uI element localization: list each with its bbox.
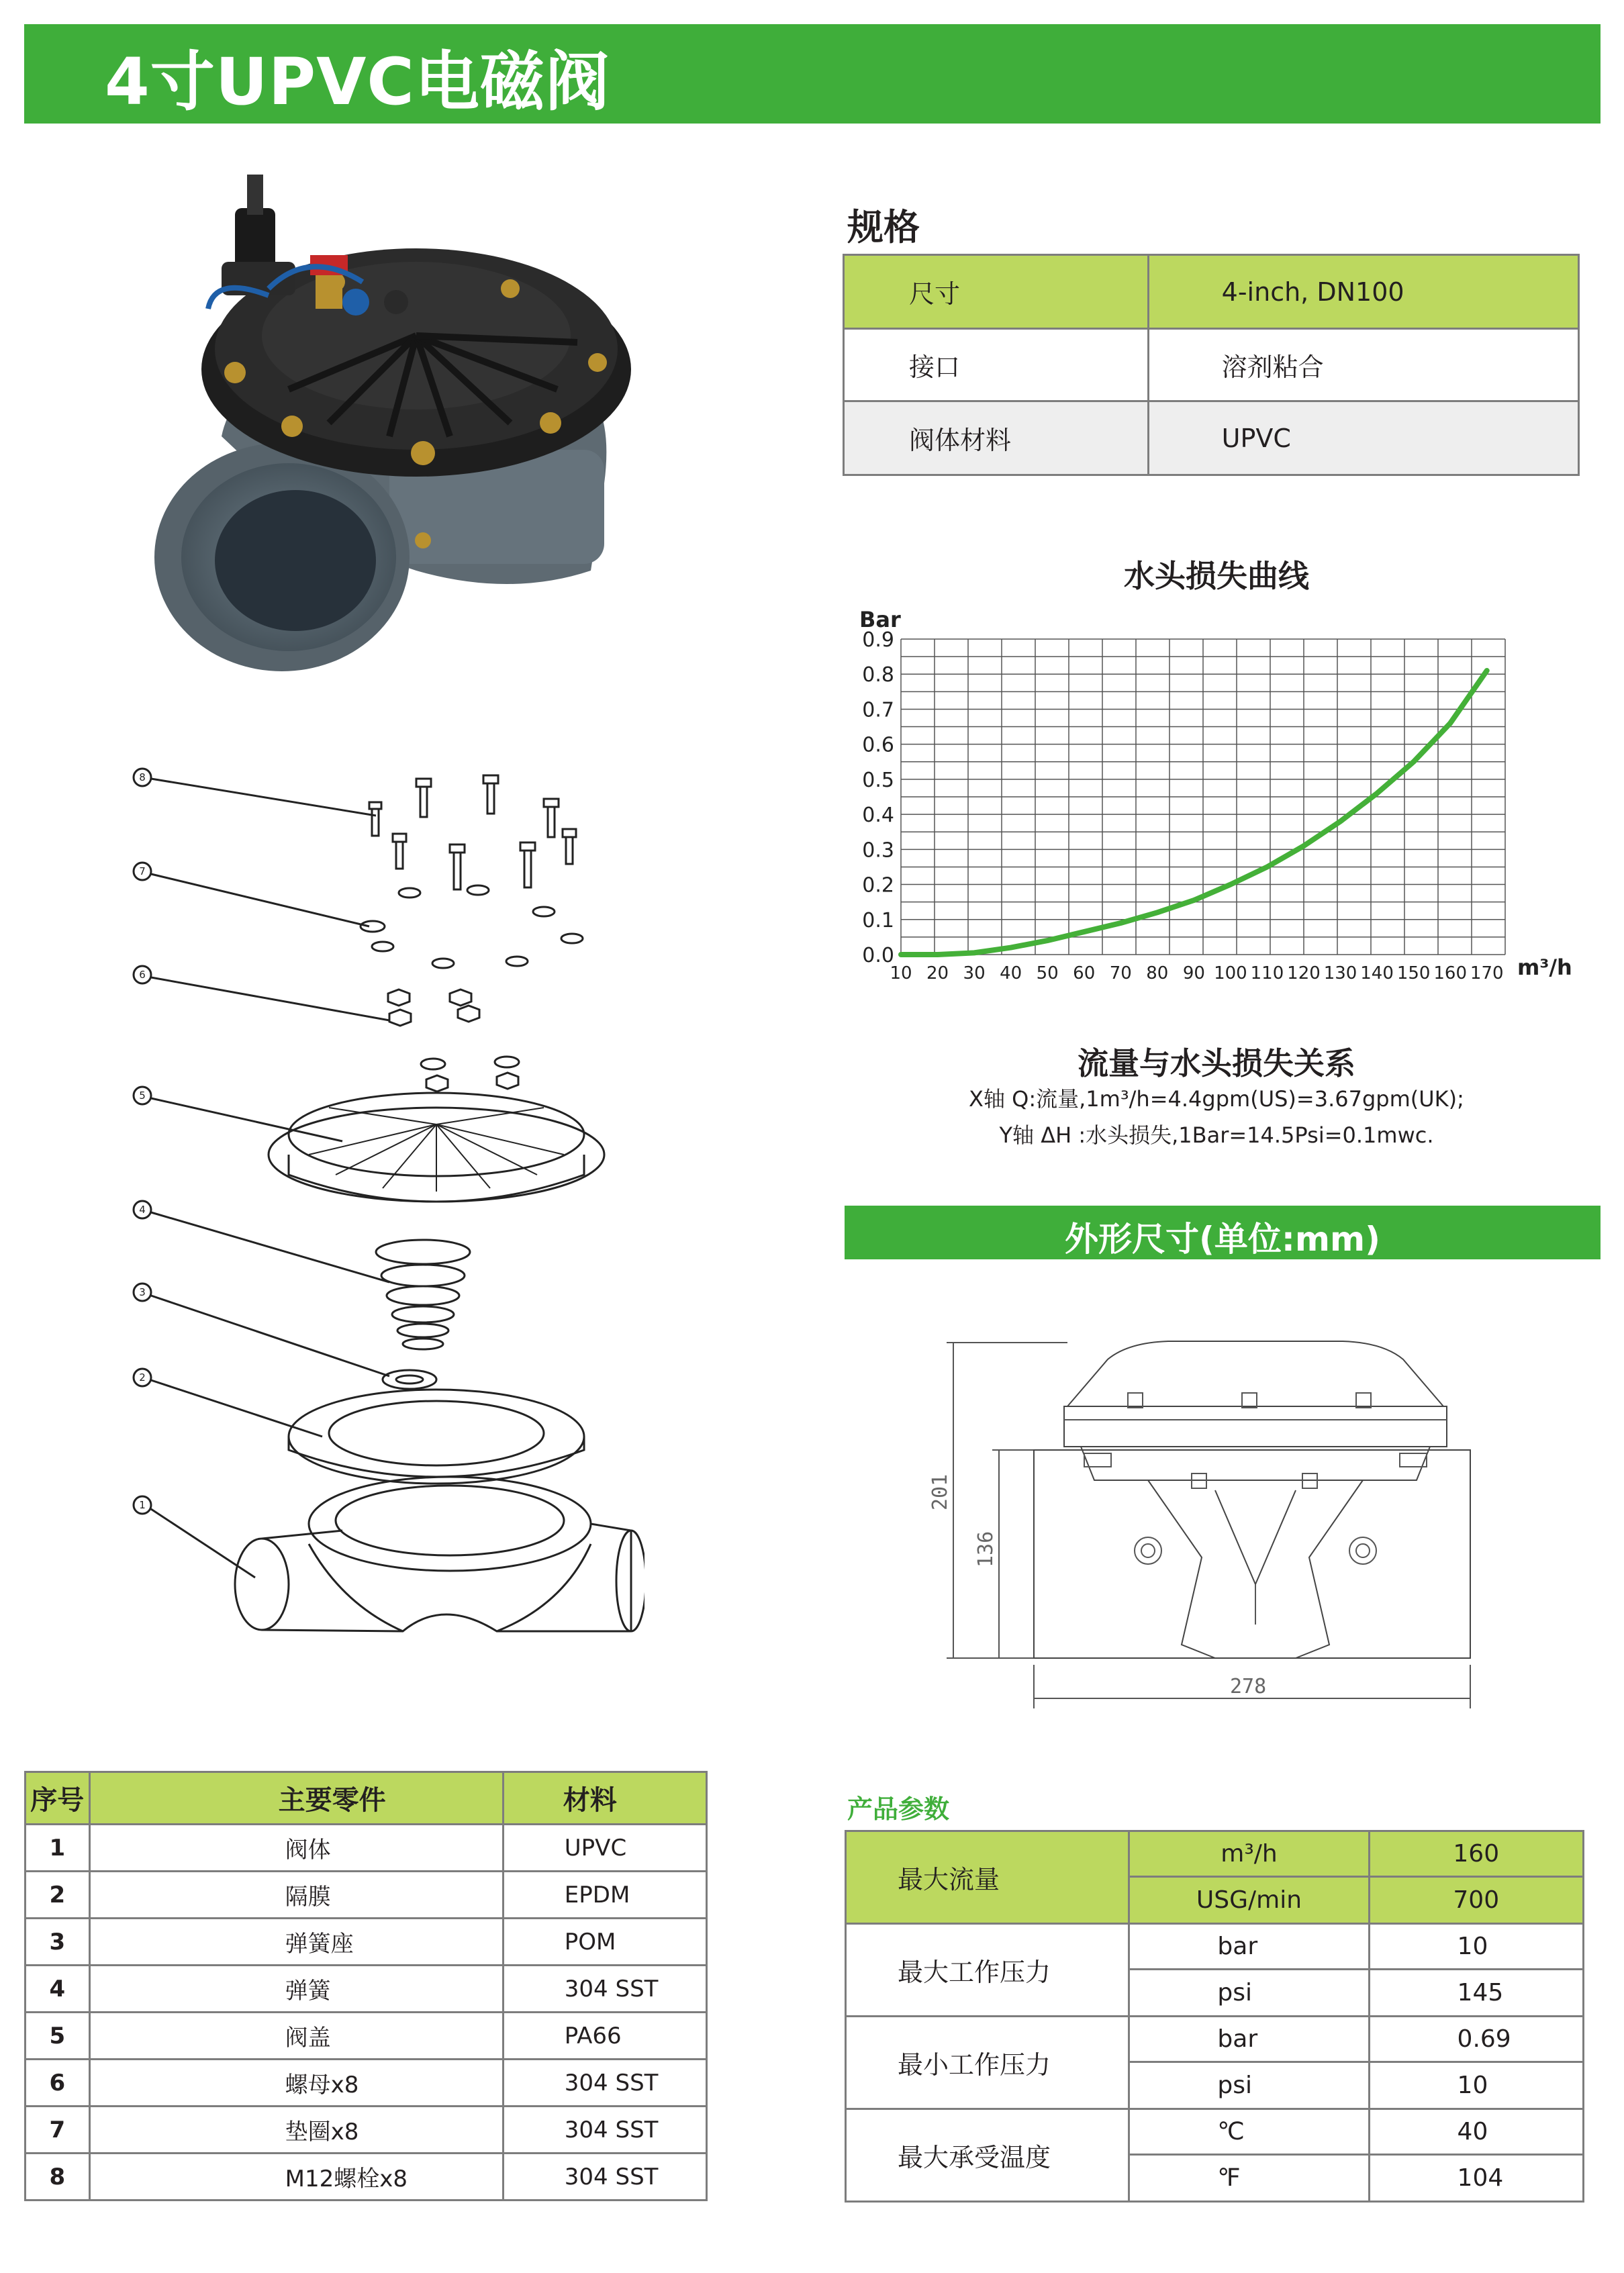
x-tick-label: 10 — [890, 963, 912, 983]
valve-photo — [134, 168, 644, 685]
exploded-view-diagram — [121, 759, 644, 1658]
chart-subtitle: 流量与水头损失关系 — [1078, 1045, 1355, 1081]
page-title: 4寸UPVC电磁阀 — [105, 44, 610, 119]
table-row: 8 M12螺栓x8 304 SST — [26, 2154, 707, 2201]
params-row: 最大承受温度 ℃ 40 — [846, 2109, 1584, 2155]
x-tick-label: 100 — [1214, 963, 1247, 983]
x-tick-label: 150 — [1396, 963, 1431, 983]
y-tick-label: 0.3 — [862, 838, 894, 863]
spec-value: 溶剂粘合 — [1148, 329, 1578, 401]
header-material: 材料 — [503, 1772, 706, 1825]
spec-table — [843, 254, 1580, 476]
params-heading: 产品参数 — [847, 1794, 950, 1824]
x-tick-label: 110 — [1250, 963, 1284, 983]
spec-row — [844, 255, 1579, 329]
spec-value: UPVC — [1148, 401, 1578, 475]
chart-note-y: Y轴 ΔH :水头损失,1Bar=14.5Psi=0.1mwc. — [999, 1122, 1434, 1148]
callout-6: 6 — [139, 969, 146, 981]
callout-5: 5 — [139, 1090, 146, 1102]
spec-heading: 规格 — [847, 206, 920, 248]
y-tick-label: 0.5 — [862, 768, 894, 792]
x-tick-label: 70 — [1109, 963, 1132, 983]
y-tick-label: 0.6 — [862, 733, 894, 757]
callout-8: 8 — [139, 771, 146, 783]
table-row: 1 阀体 UPVC — [26, 1825, 707, 1872]
params-row: 最小工作压力 bar 0.69 — [846, 2017, 1584, 2062]
title-bar — [24, 24, 1601, 124]
table-row: 6 螺母x8 304 SST — [26, 2060, 707, 2107]
x-tick-label: 140 — [1360, 963, 1394, 983]
header-part: 主要零件 — [89, 1772, 503, 1825]
series-line — [901, 671, 1487, 955]
y-tick-label: 0.2 — [862, 873, 894, 898]
params-table — [845, 1830, 1584, 2203]
table-row: 2 隔膜 EPDM — [26, 1872, 707, 1919]
table-row: 3 弹簧座 POM — [26, 1919, 707, 1966]
x-tick-label: 90 — [1182, 963, 1205, 983]
spec-label: 阀体材料 — [844, 401, 1149, 475]
x-tick-label: 170 — [1470, 963, 1504, 983]
x-tick-label: 130 — [1323, 963, 1357, 983]
x-tick-label: 20 — [926, 963, 949, 983]
spec-row — [844, 401, 1579, 475]
dimensions-heading: 外形尺寸(单位:mm) — [1065, 1220, 1380, 1259]
x-tick-label: 40 — [1000, 963, 1022, 983]
params-row: 最大工作压力 bar 10 — [846, 1924, 1584, 1970]
y-tick-label: 0.1 — [862, 908, 894, 932]
spec-label: 接口 — [844, 329, 1149, 401]
spec-row — [844, 329, 1579, 401]
params-row: 最大流量 m³/h 160 — [846, 1831, 1584, 1877]
head-loss-chart — [847, 597, 1586, 1000]
dimensions-heading-bar — [845, 1206, 1601, 1259]
y-tick-label: 0.9 — [862, 628, 894, 652]
params-row: psi 10 — [846, 2062, 1584, 2109]
callout-7: 7 — [139, 865, 146, 877]
params-row: ℉ 104 — [846, 2155, 1584, 2202]
y-tick-label: 0.4 — [862, 804, 894, 828]
callout-3: 3 — [139, 1286, 146, 1298]
table-row: 5 阀盖 PA66 — [26, 2013, 707, 2060]
header-no: 序号 — [26, 1772, 90, 1825]
y-tick-label: 0.8 — [862, 663, 894, 687]
x-tick-label: 120 — [1287, 963, 1321, 983]
callout-2: 2 — [139, 1371, 146, 1384]
dim-length: 278 — [1230, 1675, 1267, 1698]
x-tick-label: 30 — [963, 963, 986, 983]
x-axis-label: m³/h — [1517, 955, 1572, 980]
table-row: 4 弹簧 304 SST — [26, 1966, 707, 2013]
parts-table — [24, 1771, 708, 2201]
params-row: USG/min 700 — [846, 1877, 1584, 1924]
params-row: psi 145 — [846, 1970, 1584, 2017]
x-tick-label: 80 — [1146, 963, 1169, 983]
callout-1: 1 — [139, 1499, 146, 1511]
chart-title: 水头损失曲线 — [1124, 558, 1309, 594]
chart-note-x: X轴 Q:流量,1m³/h=4.4gpm(US)=3.67gpm(UK); — [969, 1086, 1464, 1112]
dim-height-body: 136 — [974, 1531, 998, 1567]
y-tick-label: 0.7 — [862, 698, 894, 722]
y-tick-label: 0.0 — [862, 944, 894, 967]
callout-4: 4 — [139, 1204, 146, 1216]
y-axis-label: Bar — [859, 607, 901, 632]
dimension-drawing — [926, 1329, 1497, 1719]
x-tick-label: 60 — [1073, 963, 1096, 983]
x-tick-label: 160 — [1433, 963, 1468, 983]
table-row: 7 垫圈x8 304 SST — [26, 2107, 707, 2154]
parts-header-row — [26, 1772, 707, 1825]
x-tick-label: 50 — [1036, 963, 1059, 983]
dim-height-total: 201 — [928, 1473, 952, 1510]
spec-value: 4-inch, DN100 — [1148, 255, 1578, 329]
spec-label: 尺寸 — [844, 255, 1149, 329]
